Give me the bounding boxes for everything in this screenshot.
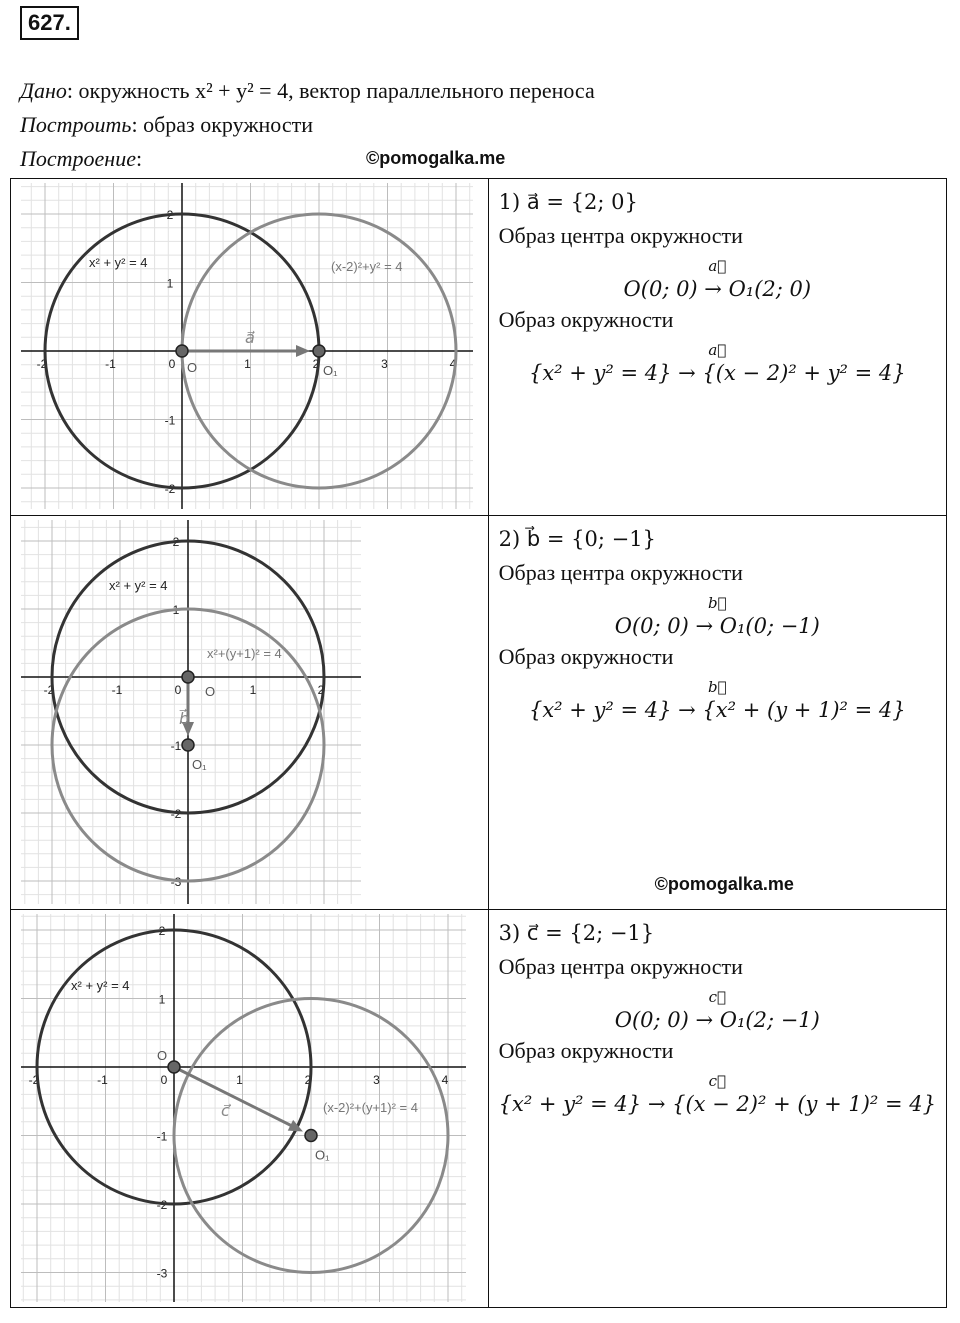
image-point (182, 739, 194, 751)
x-tick-label: -2 (36, 357, 48, 371)
given-label: Дано (20, 78, 67, 103)
construction-line: Построение: (20, 146, 143, 171)
given-line (20, 76, 595, 106)
construct-text: : образ окружности (131, 112, 313, 137)
origin-label: O (187, 360, 198, 375)
x-tick-label: 1 (236, 1073, 243, 1087)
text-cell-2 (488, 516, 946, 910)
origin-label: O (157, 1048, 168, 1063)
case-3-circle-map: {x² + y² = 4} → {(x − 2)² + (y + 1)² = 4} (498, 1092, 936, 1116)
watermark-mid: ©pomogalka.me (654, 874, 794, 894)
construct-label: Построить (20, 112, 132, 137)
origin-point (168, 1061, 180, 1073)
text-cell-1 (488, 179, 946, 516)
x-tick-label: 0 (168, 357, 176, 371)
graph-case-3 (11, 910, 481, 1302)
x-tick-label: 4 (449, 357, 457, 371)
y-tick-label: 2 (158, 924, 166, 938)
vector-label: c⃗ (221, 1103, 230, 1120)
y-tick-label: -1 (164, 413, 176, 428)
y-tick-label: -2 (164, 482, 176, 496)
y-tick-label: -2 (170, 807, 182, 821)
origin-point (182, 671, 194, 683)
case-2-map-vector-2: b⃗ (708, 678, 727, 696)
y-tick-label: -2 (156, 1198, 168, 1212)
image-equation-label: x²+(y+1)² = 4 (207, 646, 282, 661)
case-1-circle-map: {x² + y² = 4} → {(x − 2)² + y² = 4} (528, 361, 906, 385)
vector-arrowhead (296, 345, 310, 357)
y-tick-label: 2 (172, 535, 180, 549)
vector-label: b⃗ (179, 711, 190, 728)
x-tick-label: -1 (97, 1073, 108, 1087)
problem-number: 627. (20, 6, 79, 40)
x-tick-label: 3 (381, 357, 388, 371)
origin-label: O (205, 684, 216, 699)
text-cell-3 (488, 910, 946, 1308)
x-tick-label: 1 (244, 357, 251, 371)
x-tick-label: -1 (105, 357, 116, 371)
watermark-top: ©pomogalka.me (366, 148, 506, 168)
image-equation-label: (x-2)²+(y+1)² = 4 (323, 1100, 418, 1115)
graph-cell-3 (11, 910, 489, 1308)
graph-case-1 (11, 179, 481, 509)
case-2-circle-map: {x² + y² = 4} → {x² + (y + 1)² = 4} (528, 698, 906, 722)
x-tick-label: 3 (373, 1073, 380, 1087)
case-3-heading: 3) c⃗ = {2; −1} (498, 921, 655, 945)
graph-cell-1 (11, 179, 489, 516)
case-1-map-vector-2: a⃗ (708, 341, 727, 359)
y-tick-label: -3 (156, 1266, 168, 1281)
x-tick-label: -2 (43, 683, 55, 697)
graph-cell-2 (11, 516, 489, 910)
case-2-circle-label: Образ окружности (498, 644, 674, 669)
case-1-circle-label: Образ окружности (498, 307, 674, 332)
original-equation-label: x² + y² = 4 (71, 978, 130, 993)
x-tick-label: 2 (312, 357, 320, 371)
case-2-center-label: Образ центра окружности (498, 560, 743, 585)
case-3-map-vector-1: c⃗ (708, 988, 727, 1006)
y-tick-label: 1 (166, 276, 174, 291)
case-2-heading: 2) b⃗ = {0; −1} (498, 527, 656, 551)
construction-label: Построение (20, 146, 136, 171)
origin-point (176, 345, 188, 357)
case-3-center-label: Образ центра окружности (498, 954, 743, 979)
case-1-heading: 1) a⃗ = {2; 0} (498, 190, 638, 214)
given-text: : окружность x² + y² = 4, вектор параллельного переноса (66, 78, 595, 103)
image-point-label: O₁ (323, 363, 338, 378)
x-tick-label: 0 (174, 683, 182, 697)
construct-line (20, 110, 313, 140)
y-tick-label: -1 (170, 739, 182, 753)
original-equation-label: x² + y² = 4 (89, 255, 148, 270)
x-tick-label: 0 (160, 1073, 168, 1087)
y-tick-label: 2 (166, 208, 174, 222)
y-tick-label: 1 (158, 992, 166, 1007)
image-point-label: O₁ (315, 1147, 330, 1163)
graph-case-2 (11, 516, 481, 904)
case-2-center-map: O(0; 0) → O₁(0; −1) (614, 614, 820, 638)
x-tick-label: -2 (28, 1073, 40, 1087)
y-tick-label: 1 (172, 603, 180, 617)
translation-vector (174, 1067, 296, 1128)
case-1-center-label: Образ центра окружности (498, 223, 743, 248)
x-tick-label: 2 (304, 1073, 312, 1087)
case-3-circle-label: Образ окружности (498, 1038, 674, 1063)
image-point (305, 1130, 317, 1142)
case-3-map-vector-2: c⃗ (708, 1072, 727, 1090)
solution-table (10, 178, 947, 1308)
y-tick-label: -1 (156, 1129, 168, 1144)
y-tick-label: -3 (170, 875, 182, 889)
x-tick-label: -1 (111, 683, 123, 697)
image-point (313, 345, 325, 357)
image-point-label: O₁ (192, 757, 207, 772)
x-tick-label: 1 (249, 683, 257, 697)
case-1-center-map: O(0; 0) → O₁(2; 0) (623, 277, 812, 301)
vector-label: a⃗ (245, 330, 255, 347)
original-equation-label: x² + y² = 4 (109, 578, 168, 593)
image-equation-label: (x-2)²+y² = 4 (331, 259, 403, 274)
x-tick-label: 2 (317, 683, 325, 697)
case-1-map-vector-1: a⃗ (708, 257, 727, 275)
case-2-map-vector-1: b⃗ (708, 594, 727, 612)
case-3-center-map: O(0; 0) → O₁(2; −1) (614, 1008, 820, 1032)
x-tick-label: 4 (441, 1073, 449, 1087)
